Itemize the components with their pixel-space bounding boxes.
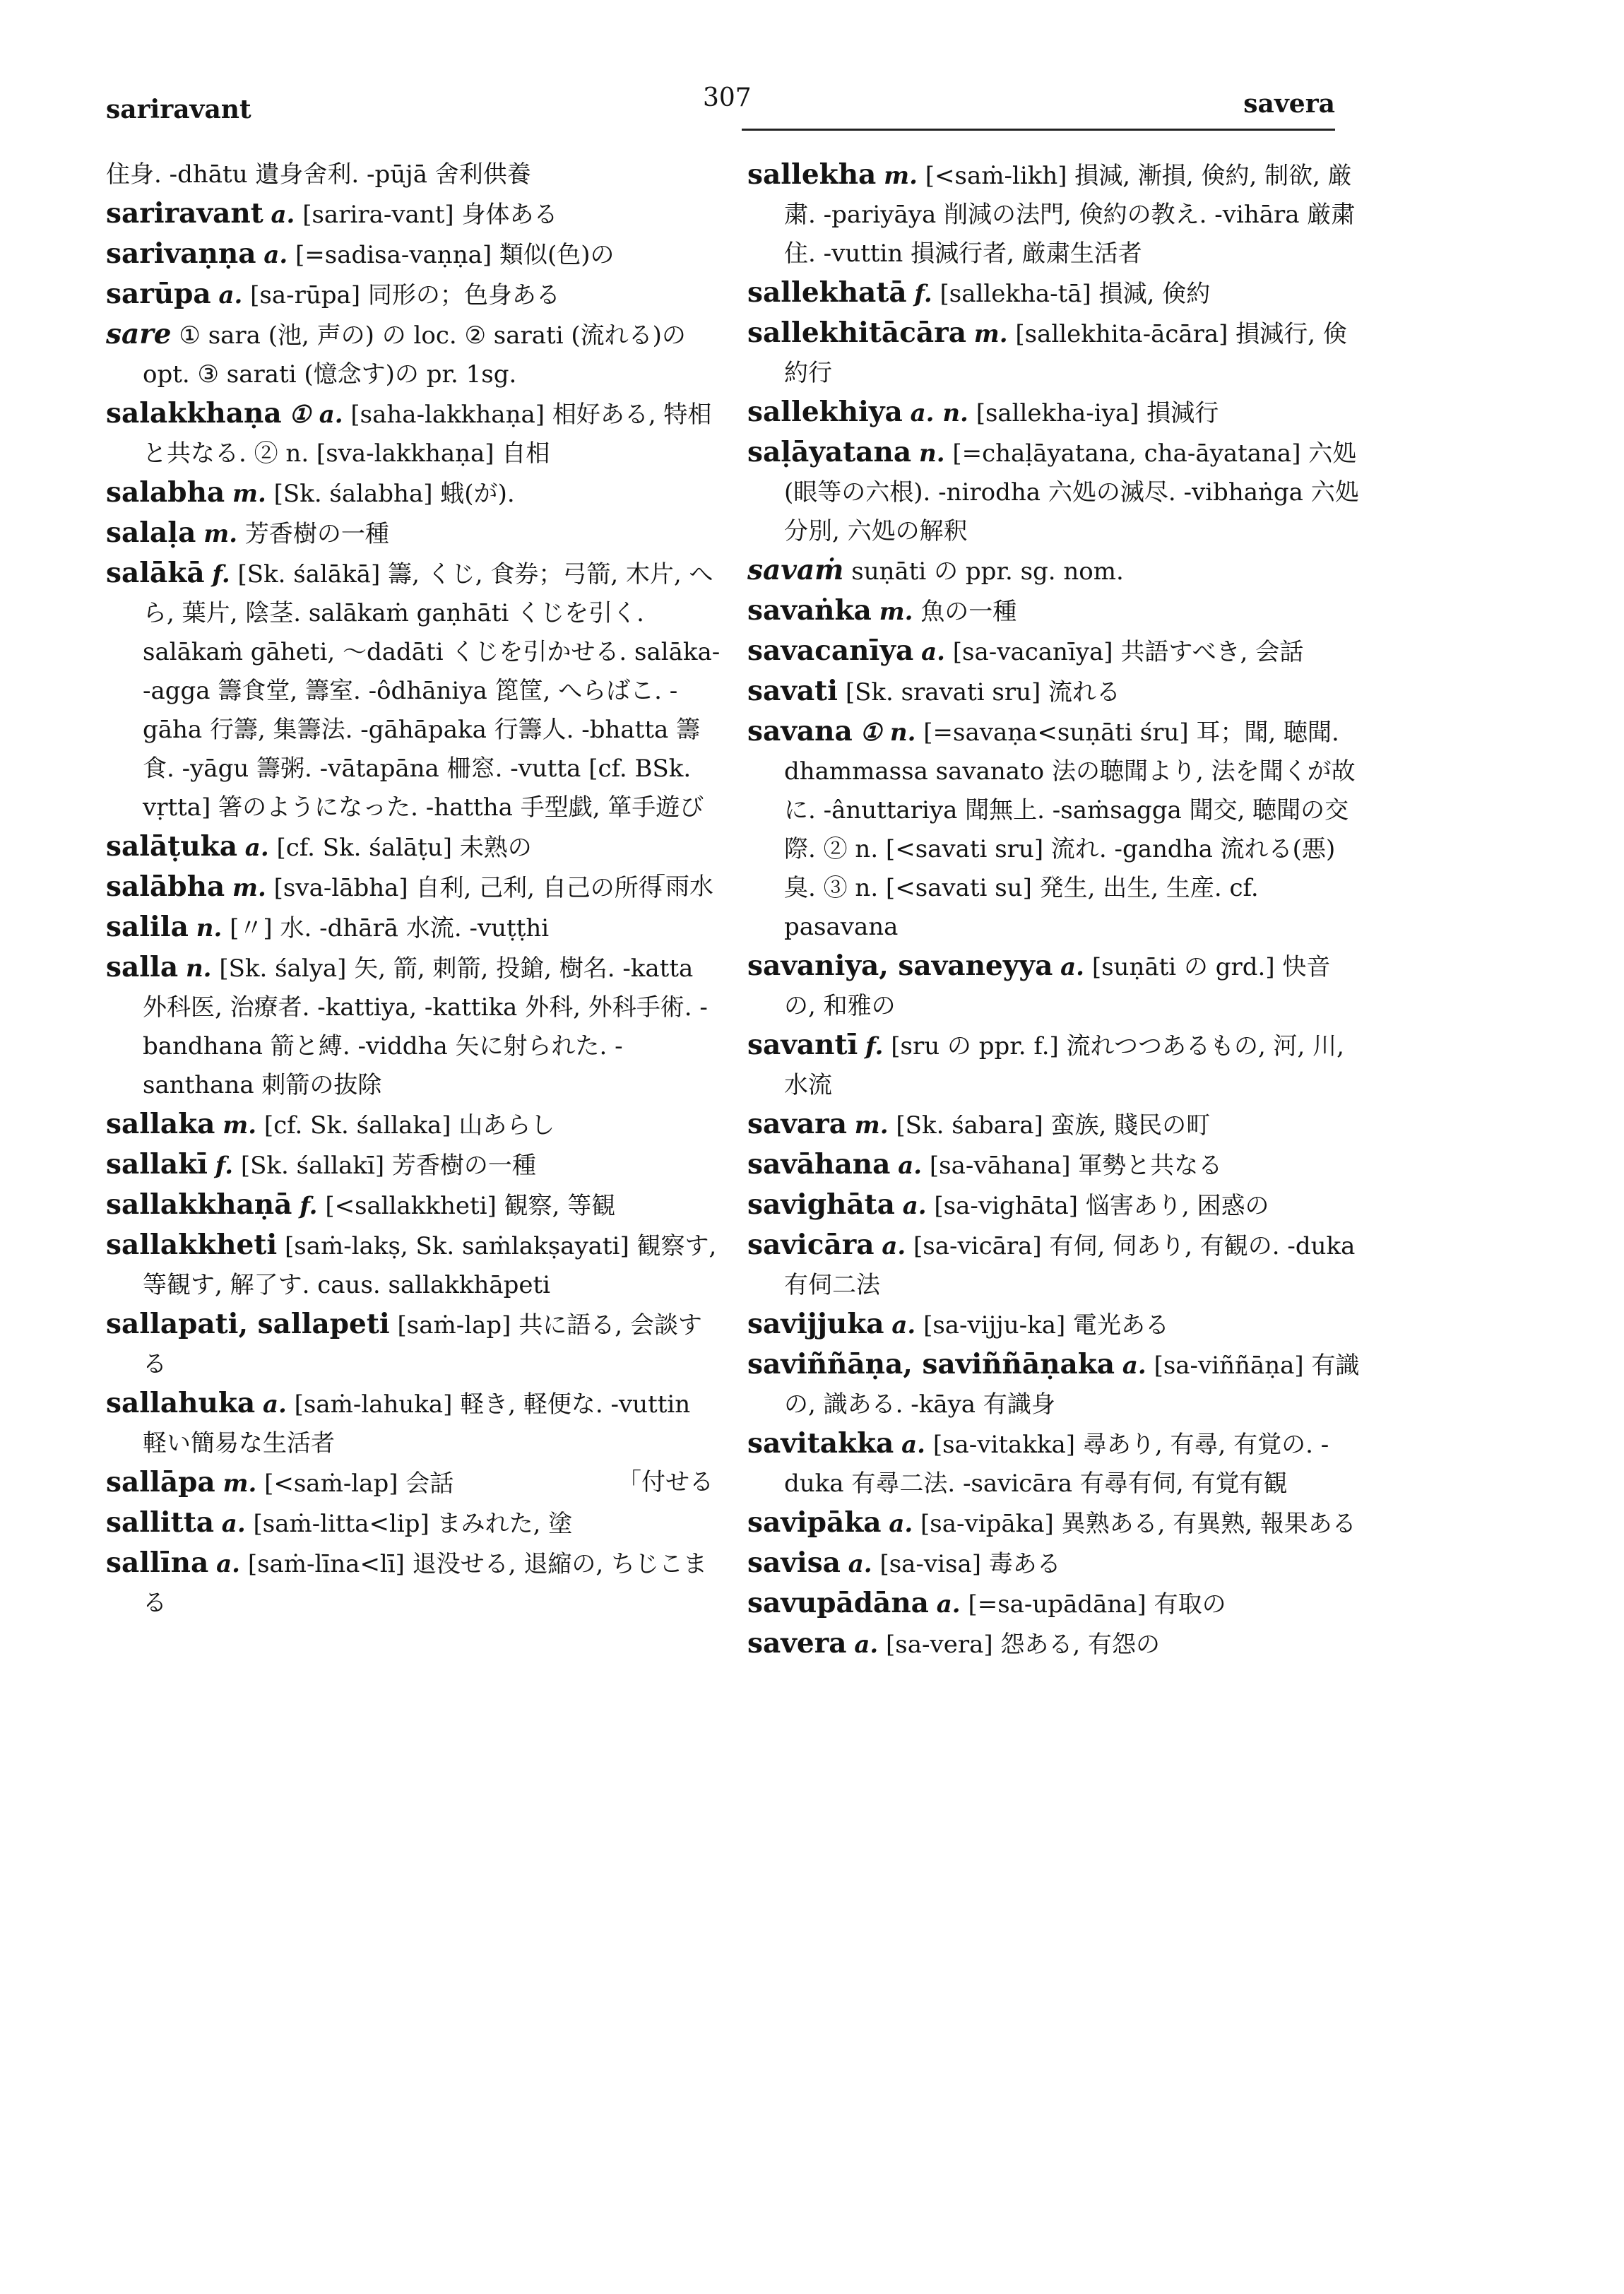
- headword: sare: [106, 318, 172, 350]
- dictionary-entry: [747, 1186, 1362, 1226]
- definition: [Sk. śalabha] 蛾(が).: [273, 480, 515, 508]
- dictionary-entry: [106, 1186, 721, 1226]
- running-head-right: savera: [1243, 89, 1335, 119]
- definition: [sa-vipāka] 異熟ある, 有異熟, 報果ある: [920, 1510, 1356, 1538]
- headword: saviññāṇa, saviññāṇaka: [747, 1348, 1115, 1380]
- definition: [=savaṇa<suṇāti śru] 耳；聞, 聴聞. dhammassa savanato 法の聴聞より, 法を聞くが故に. -ânuttariya 聞無上. -saṁsagga 聞交, 聴聞の交際. ② n. [<savati sru] 流れ. -gandha 流れる(悪)臭. ③ n. [<savati su] 発生, 出生, 生産. cf. pasavana: [784, 719, 1356, 941]
- grammar-tag: a.: [216, 1550, 240, 1578]
- dictionary-entry: [747, 712, 1362, 947]
- page-header: [106, 83, 1335, 133]
- headword: sariravant: [106, 197, 263, 230]
- definition: [saṁ-lap] 共に語る, 会談する: [143, 1311, 702, 1378]
- continuation-line: 住身. -dhātu 遺身舍利. -pūjā 舍利供養: [106, 160, 531, 189]
- definition: [Sk. sravati sru] 流れる: [845, 678, 1121, 706]
- headword: savera: [747, 1627, 847, 1660]
- dictionary-entry: [106, 827, 721, 868]
- grammar-tag: a.: [854, 1631, 879, 1659]
- headword: savāhana: [747, 1148, 891, 1181]
- definition: 芳香樹の一種: [244, 520, 389, 548]
- dictionary-entry: [106, 394, 721, 473]
- headword: savacanīya: [747, 634, 914, 667]
- grammar-tag: f.: [300, 1192, 318, 1220]
- dictionary-entry: [106, 1544, 721, 1623]
- headword: salla: [106, 951, 179, 983]
- definition: [<saṁ-likh] 損減, 漸損, 倹約, 制欲, 厳粛. -pariyāya 削減の法門, 倹約の教え. -vihāra 厳粛住. -vuttin 損減行者, 厳粛生活者: [784, 162, 1356, 268]
- grammar-tag: ① n.: [860, 719, 916, 747]
- definition: [sa-vicāra] 有伺, 伺あり, 有観の. -duka 有伺二法: [784, 1232, 1356, 1299]
- definition: [sa-vitakka] 尋あり, 有尋, 有覚の. -duka 有尋二法. -savicāra 有尋有伺, 有覚有観: [784, 1431, 1329, 1498]
- definition: 魚の一種: [920, 598, 1017, 626]
- definition: [saṁ-lakṣ, Sk. saṁlakṣayati] 観察す, 等観す, 解了す. caus. sallakkhāpeti: [143, 1232, 717, 1299]
- definition: [sallekha-tā] 損減, 倹約: [940, 280, 1211, 308]
- headword: sallekhatā: [747, 276, 907, 309]
- definition: [sa-vijju-ka] 電光ある: [923, 1311, 1170, 1340]
- definition: [sa-vāhana] 軍勢と共なる: [929, 1152, 1223, 1180]
- grammar-tag: a.: [263, 241, 288, 269]
- dictionary-entry: [747, 1026, 1362, 1105]
- headword: salābha: [106, 870, 225, 903]
- definition: [saha-lakkhaṇa] 相好ある, 特相と共なる. ② n. [sva-lakkhaṇa] 自相: [143, 401, 712, 468]
- grammar-tag: a.: [1122, 1352, 1146, 1380]
- headword: savicāra: [747, 1229, 875, 1261]
- headword: sallekha: [747, 158, 877, 191]
- dictionary-entry: [106, 948, 721, 1105]
- definition: [cf. Sk. śallaka] 山あらし: [263, 1111, 555, 1140]
- grammar-tag: n.: [185, 954, 212, 983]
- overflow-fragment: 「付せる: [617, 1468, 713, 1496]
- dictionary-entry: [106, 194, 721, 235]
- dictionary-entry: [747, 1226, 1362, 1305]
- definition: [suṇāti の grd.] 快音の, 和雅の: [784, 953, 1331, 1020]
- dictionary-entry: [106, 235, 721, 275]
- grammar-tag: m.: [854, 1111, 889, 1140]
- grammar-tag: a.: [898, 1152, 923, 1180]
- grammar-tag: a. n.: [910, 399, 968, 427]
- grammar-tag: m.: [232, 480, 266, 508]
- grammar-tag: f.: [865, 1032, 884, 1060]
- headword: sallapati, sallapeti: [106, 1308, 390, 1340]
- dictionary-entry: [747, 1105, 1362, 1145]
- grammar-tag: a.: [1060, 953, 1085, 981]
- dictionary-entry: [747, 551, 1362, 591]
- definition: [sallekha-iya] 損減行: [976, 399, 1219, 427]
- definition: [sva-lābha] 自利, 己利, 自己の所得: [273, 874, 663, 902]
- dictionary-entry: [106, 514, 721, 554]
- grammar-tag: f.: [215, 1152, 234, 1180]
- grammar-tag: a.: [891, 1311, 916, 1340]
- definition: [sa-visa] 毒ある: [879, 1550, 1061, 1578]
- headword: savupādāna: [747, 1587, 929, 1619]
- headword: savana: [747, 715, 853, 747]
- definition: [=sa-upādāna] 有取の: [968, 1590, 1226, 1619]
- grammar-tag: a.: [901, 1431, 925, 1459]
- dictionary-entry: [747, 1424, 1362, 1503]
- headword: savisa: [747, 1547, 841, 1579]
- headword: saḷāyatana: [747, 436, 912, 468]
- headword: savara: [747, 1108, 847, 1140]
- grammar-tag: m.: [223, 1111, 257, 1140]
- definition: [sa-vera] 怨ある, 有怨の: [886, 1631, 1161, 1659]
- headword: sallāpa: [106, 1466, 215, 1498]
- headword: sallakkheti: [106, 1229, 278, 1261]
- headword: sallekhiya: [747, 396, 903, 428]
- headword: sallakī: [106, 1148, 208, 1181]
- dictionary-entry: [106, 315, 721, 394]
- headword: salaḷa: [106, 516, 196, 549]
- grammar-tag: m.: [232, 874, 266, 902]
- definition: [Sk. śabara] 蛮族, 賤民の町: [896, 1111, 1211, 1140]
- definition: [sa-viññāṇa] 有識の, 識ある. -kāya 有識身: [784, 1352, 1360, 1419]
- headword: sallahuka: [106, 1387, 256, 1419]
- dictionary-entry: [747, 1624, 1362, 1665]
- headword: savijjuka: [747, 1308, 884, 1340]
- dictionary-entry: [747, 433, 1362, 551]
- headword: sarūpa: [106, 278, 211, 310]
- headword: sallaka: [106, 1108, 215, 1140]
- grammar-tag: f.: [212, 560, 230, 589]
- dictionary-entry: [106, 1226, 721, 1305]
- dictionary-entry: [106, 275, 721, 315]
- dictionary-entry: [106, 1503, 721, 1544]
- grammar-tag: m.: [879, 598, 913, 626]
- headword: salabha: [106, 476, 225, 509]
- grammar-tag: n.: [918, 439, 945, 468]
- dictionary-entry: [747, 672, 1362, 712]
- headword: sallitta: [106, 1506, 214, 1539]
- grammar-tag: m.: [203, 520, 238, 548]
- dictionary-entry: [747, 1584, 1362, 1624]
- headword: salākā: [106, 557, 205, 589]
- page-number: 307: [703, 83, 752, 112]
- dictionary-entry: [106, 473, 721, 514]
- dictionary-entry: [747, 947, 1362, 1026]
- header-rule: [742, 129, 1335, 131]
- definition: [cf. Sk. śalāṭu] 未熟の: [276, 834, 532, 862]
- grammar-tag: a.: [882, 1232, 906, 1260]
- definition: [Sk. śalākā] 籌, くじ, 食券；弓箭, 木片, へら, 葉片, 陰茎. salākaṁ gaṇhāti くじを引く. salākaṁ gāheti, ～dadāti くじを引かせる. salāka--agga 籌食堂, 籌室. -ôdhāniya 箆筐, へらばこ. -gāha 行籌, 集籌法. -gāhāpaka 行籌人. -bhatta 籌食. -yāgu 籌粥. -vātapāna 柵窓. -vutta [cf. BSk. vṛtta] 箸のようになった. -hattha 手型戯, 箪手遊び: [143, 560, 721, 822]
- dictionary-entry: [106, 554, 721, 827]
- overflow-fragment: 「雨水: [641, 873, 713, 901]
- headword: sallīna: [106, 1547, 209, 1579]
- definition: [<sallakkheti] 観察, 等観: [325, 1192, 616, 1220]
- dictionary-entry: [747, 1503, 1362, 1544]
- definition: [sallekhita-ācāra] 損減行, 倹約行: [784, 320, 1347, 387]
- definition: [Sk. śallakī] 芳香樹の一種: [240, 1152, 536, 1180]
- definition: [saṁ-litta<lip] まみれた, 塗: [253, 1510, 573, 1538]
- definition: [〃] 水. -dhārā 水流. -vuṭṭhi: [230, 914, 550, 942]
- grammar-tag: a.: [218, 281, 243, 309]
- dictionary-entry: [747, 1145, 1362, 1186]
- definition: [sru の ppr. f.] 流れつつあるもの, 河, 川, 水流: [784, 1032, 1344, 1099]
- headword: savipāka: [747, 1506, 882, 1539]
- definition: [Sk. śalya] 矢, 箭, 刺箭, 投鎗, 樹名. -katta 外科医, 治療者. -kattiya, -kattika 外科, 外科手術. -bandhana 箭と縛. -viddha 矢に射られた. -santhana 刺箭の抜除: [143, 954, 708, 1099]
- definition: [sarira-vant] 身体ある: [302, 201, 558, 229]
- headword: savaṅka: [747, 594, 872, 627]
- dictionary-entry: [747, 155, 1362, 273]
- definition: [saṁ-lahuka] 軽き, 軽便な. -vuttin 軽い簡易な生活者: [143, 1390, 691, 1458]
- definition: [=sadisa-vaṇṇa] 類似(色)の: [295, 241, 615, 269]
- headword: salāṭuka: [106, 830, 237, 863]
- grammar-tag: a.: [262, 1390, 287, 1419]
- grammar-tag: f.: [914, 280, 932, 308]
- dictionary-entry: [747, 273, 1362, 314]
- dictionary-entry: [747, 1305, 1362, 1345]
- definition: [sa-vighāta] 悩害あり, 困惑の: [934, 1192, 1269, 1220]
- definition: suṇāti の ppr. sg. nom.: [851, 557, 1124, 586]
- grammar-tag: a.: [221, 1510, 246, 1538]
- right-column: [747, 155, 1362, 1665]
- definition: [=chaḷāyatana, cha-āyatana] 六処(眼等の六根). -nirodha 六処の滅尽. -vibhaṅga 六処分別, 六処の解釈: [784, 439, 1359, 545]
- headword: salakkhaṇa: [106, 397, 282, 430]
- dictionary-entry: [106, 1305, 721, 1384]
- definition: [sa-vacanīya] 共語すべき, 会話: [952, 638, 1304, 666]
- grammar-tag: a.: [848, 1550, 872, 1578]
- grammar-tag: a.: [889, 1510, 913, 1538]
- definition: [saṁ-līna<lī] 退没せる, 退縮の, ちじこまる: [143, 1550, 707, 1617]
- dictionary-entry: [747, 1544, 1362, 1584]
- headword: savati: [747, 675, 838, 707]
- headword: savaṁ: [747, 554, 844, 586]
- headword: savitakka: [747, 1427, 894, 1460]
- dictionary-entry: [747, 393, 1362, 433]
- running-head-left: sariravant: [106, 95, 251, 124]
- dictionary-entry: [106, 1463, 721, 1503]
- grammar-tag: a.: [902, 1192, 927, 1220]
- grammar-tag: m.: [884, 162, 918, 190]
- dictionary-entry: [747, 1345, 1362, 1424]
- definition: [<saṁ-lap] 会話: [264, 1470, 454, 1498]
- dictionary-entry: [747, 632, 1362, 672]
- grammar-tag: n.: [196, 914, 223, 942]
- headword: savaniya, savaneyya: [747, 950, 1053, 982]
- dictionary-entry: [106, 1145, 721, 1186]
- dictionary-entry: [747, 591, 1362, 632]
- grammar-tag: a.: [921, 638, 945, 666]
- dictionary-entry: [106, 868, 721, 908]
- left-column: [106, 155, 721, 1623]
- dictionary-entry: [106, 908, 721, 948]
- grammar-tag: a.: [936, 1590, 961, 1619]
- grammar-tag: a.: [244, 834, 269, 862]
- headword: sallekhitācāra: [747, 317, 966, 349]
- dictionary-entry: [106, 1384, 721, 1463]
- headword: salila: [106, 911, 189, 943]
- dictionary-entry: [747, 314, 1362, 393]
- definition: ① sara (池, 声の) の loc. ② sarati (流れる)の opt. ③ sarati (憶念す)の pr. 1sg.: [143, 321, 686, 389]
- grammar-tag: ① a.: [289, 401, 343, 429]
- dictionary-entry: [106, 1105, 721, 1145]
- headword: sarivaṇṇa: [106, 237, 256, 270]
- grammar-tag: a.: [271, 201, 295, 229]
- definition: [sa-rūpa] 同形の；色身ある: [250, 281, 560, 309]
- headword: sallakkhaṇā: [106, 1188, 292, 1221]
- headword: savighāta: [747, 1188, 895, 1221]
- headword: savantī: [747, 1029, 858, 1061]
- grammar-tag: m.: [223, 1470, 257, 1498]
- grammar-tag: m.: [973, 320, 1008, 348]
